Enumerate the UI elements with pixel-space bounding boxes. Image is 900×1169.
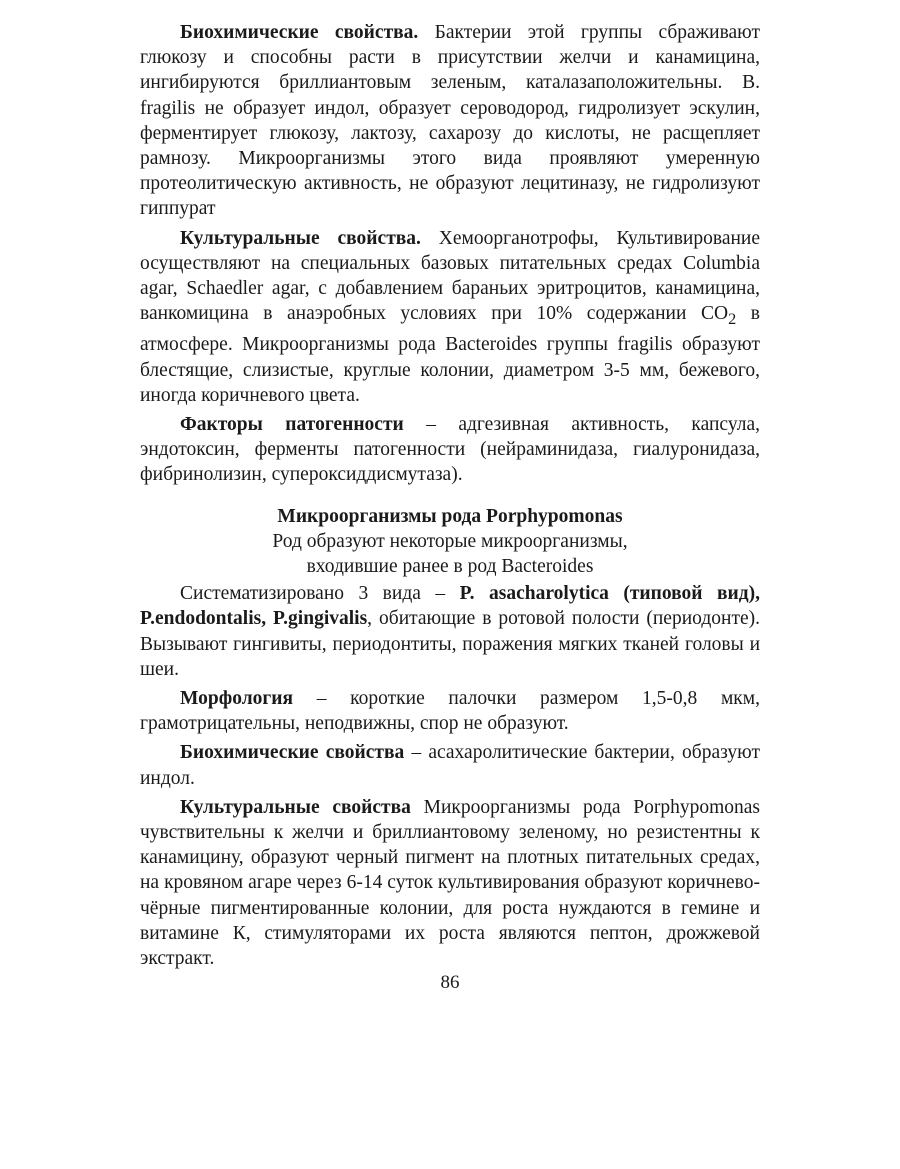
genus-subtitle-line2: входившие ранее в род Bacteroides [306,555,594,577]
genus-heading: Микроорганизмы рода Porphypomonas [277,505,623,527]
text-systematics-b: , обитающие в ротовой полости (периодонте). Вызывают гингивиты, периодонтиты, поражения мягких тканей головы и шеи. [140,608,760,680]
paragraph-biochemical-properties-2 [140,740,760,790]
text-cultural-properties-2: Микроорганизмы рода Porphypomonas чувствительны к желчи и бриллиантовому зеленому, но резистентны к канамицину, образуют черный пигмент на плотных питательных средах, на кровяном агаре через 6-14 суток культивирования образуют коричнево-чёрные пигментированные колонии, для роста нуждаются в гемине и витамине К, стимуляторами их роста являются пептон, дрожжевой экстракт. [140,796,761,969]
term-cultural-properties: Культуральные свойства. [180,227,421,249]
text-cultural-properties-b: в атмосфере. Микроорганизмы рода Bacteroides группы fragilis образуют блестящие, слизистые, круглые колонии, диаметром 3-5 мм, бежевого, иногда коричневого цвета. [140,303,760,406]
text-pathogenicity-factors: – адгезивная активность, капсула, эндотоксин, ферменты патогенности (нейраминидаза, гиалуронидаза, фибринолизин, супероксиддисмутаза). [140,413,760,486]
page-number: 86 [440,972,460,993]
paragraph-cultural-properties-2 [140,795,760,971]
genus-subtitle-line1: Род образуют некоторые микроорганизмы, [272,530,628,552]
text-cultural-properties-a: Хемоорганотрофы, Культивирование осуществляют на специальных базовых питательных средах Columbia agar, Schaedler agar, с добавлением бараньих эритроцитов, канамицина, ванкомицина в анаэробных условиях при 10% содержании CO [140,227,761,325]
species-list: P. asacharolytica (типовой вид), P.endodontalis, P.gingivalis [140,583,760,630]
term-biochemical-properties: Биохимические свойства. [180,22,419,43]
text-morphology: – короткие палочки размером 1,5-0,8 мкм, грамотрицательны, неподвижны, спор не образуют. [140,687,760,735]
text-biochemical-properties-2: – асахаролитические бактерии, образуют индол. [140,742,760,789]
term-morphology: Морфология [180,687,294,709]
paragraph-systematics [140,581,760,682]
text-biochemical-properties: Бактерии этой группы сбраживают глюкозу и способны расти в присутствии желчи и канамицина, ингибируются бриллиантовым зеленым, каталазаположительны. B. fragilis не образует индол, образует сероводород, гидролизует эскулин, ферментирует глюкозу, лактозу, сахарозу до кислоты, не расщепляет рамнозу. Микроорганизмы этого вида проявляют умеренную протеолитическую активность, не образуют лецитиназу, не гидролизуют гиппурат [140,22,761,220]
term-cultural-properties-2: Культуральные свойства [180,796,411,818]
paragraph-cultural-properties [140,226,760,408]
page-body [140,20,760,975]
text-systematics-a: Систематизировано 3 вида – [180,583,460,605]
genus-title-block [140,504,760,580]
paragraph-biochemical-properties [140,20,760,222]
co2-subscript: 2 [728,310,737,329]
term-pathogenicity-factors: Факторы патогенности [180,413,404,435]
paragraph-pathogenicity-factors [140,412,760,488]
paragraph-morphology [140,686,760,736]
term-biochemical-properties-2: Биохимические свойства [180,742,405,764]
